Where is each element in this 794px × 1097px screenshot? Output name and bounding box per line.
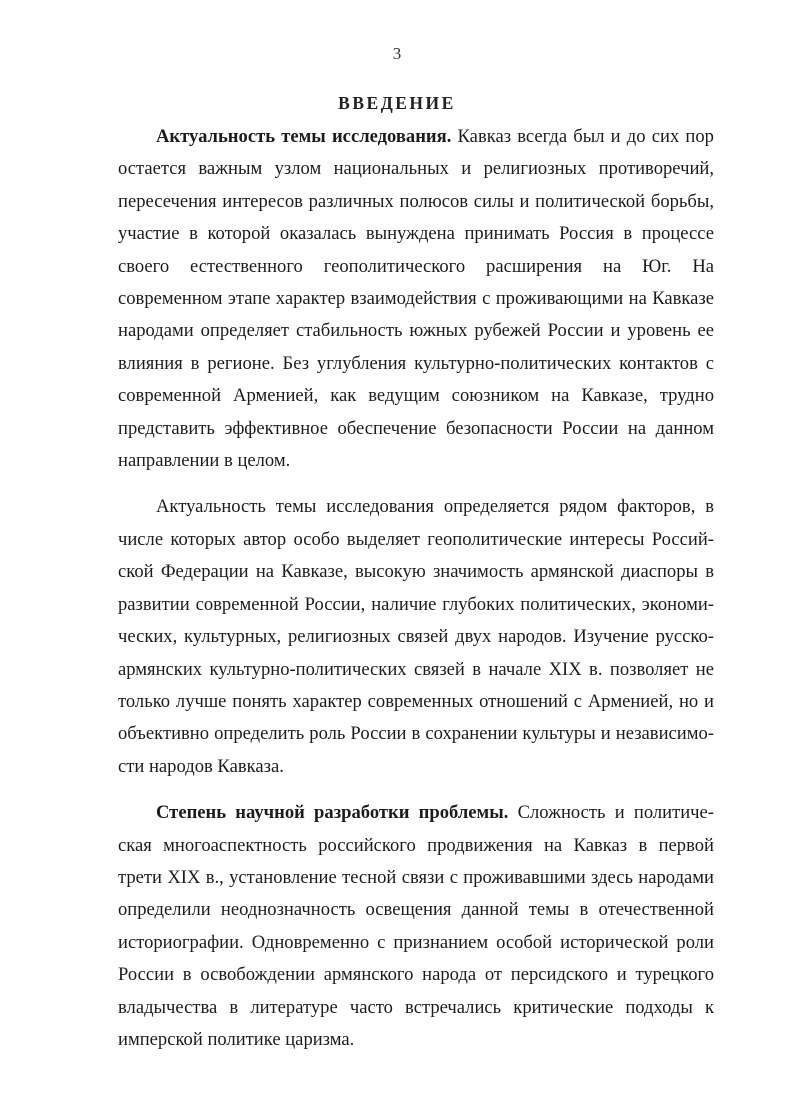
body-text [118,121,714,1070]
paragraph-text: Актуальность темы исследования определяется рядом факторов, в числе которых автор особо выделяет геополитические интересы Российской Федерации на Кавказе, высокую значимость армянской диаспоры в развитии современной России, наличие глубоких политических, экономических, культурных, религиозных связей двух народов. Изучение русско-армянских культурно-политических связей в начале XIX в. позволяет не только лучше понять характер современных отношений с Арменией, но и объективно определить роль России в сохранении культуры и независимости народов Кавказа. [118,496,714,777]
paragraph-relevance [118,121,714,477]
page-number: 3 [392,44,402,63]
paragraph-factors [118,491,714,783]
paragraph-lead: Степень научной разработки проблемы. [156,802,509,824]
section-heading: ВВЕДЕНИЕ [338,93,456,113]
paragraph-text: Кавказ всегда был и до сих пор остается важным узлом национальных и религиозных противоречий, пересечения интересов различных полюсов силы и политической борьбы, участие в которой оказалась вынуждена принимать Россия в процессе своего естественного геополитического расширения на Юг. На современном этапе характер взаимодействия с проживающими на Кавказе народами определяет стабильность южных рубежей России и уровень ее влияния в регионе. Без углубления культурно-политических контактов с современной Арменией, как ведущим союзником на Кавказе, трудно представить эффективное обеспечение безопасности России на данном направлении в целом. [118,126,714,472]
paragraph-text: Сложность и политическая многоаспектность российского продвижения на Кавказ в первой трети XIX в., установление тесной связи с проживавшими здесь народами определили неоднозначность освещения данной темы в отечественной историографии. Одновременно с признанием особой исторической роли России в освобождении армянского народа от персидского и турецкого владычества в литературе часто встречались критические подходы к имперской политике царизма. [118,802,714,1050]
paragraph-research-degree [118,797,714,1056]
paragraph-lead: Актуальность темы исследования. [156,126,452,147]
